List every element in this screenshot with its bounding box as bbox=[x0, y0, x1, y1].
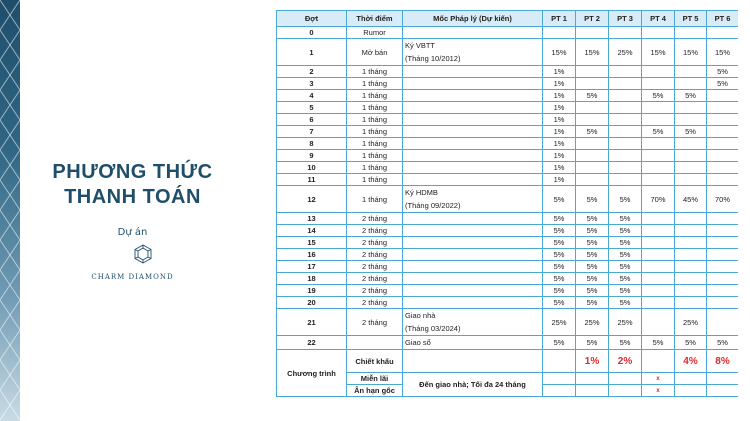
payment-percent-cell: 15% bbox=[576, 39, 609, 66]
principal-grace-cell bbox=[609, 385, 642, 397]
installment-number: 5 bbox=[277, 102, 347, 114]
payment-percent-cell bbox=[642, 174, 675, 186]
table-row bbox=[277, 309, 739, 336]
payment-percent-cell: 5% bbox=[675, 336, 707, 350]
table-row bbox=[277, 237, 739, 249]
payment-percent-cell: 5% bbox=[609, 186, 642, 213]
table-row bbox=[277, 186, 739, 213]
legal-milestone bbox=[403, 39, 543, 66]
program-discount-row bbox=[277, 350, 739, 373]
table-row bbox=[277, 249, 739, 261]
payment-percent-cell bbox=[576, 162, 609, 174]
installment-number: 10 bbox=[277, 162, 347, 174]
payment-percent-cell: 1% bbox=[543, 174, 576, 186]
program-interest-free-row bbox=[277, 373, 739, 385]
column-header: Mốc Pháp lý (Dự kiến) bbox=[403, 11, 543, 27]
installment-number: 22 bbox=[277, 336, 347, 350]
payment-percent-cell bbox=[609, 114, 642, 126]
installment-timing: 1 tháng bbox=[347, 78, 403, 90]
table-row bbox=[277, 213, 739, 225]
installment-timing: 1 tháng bbox=[347, 174, 403, 186]
column-header: PT 1 bbox=[543, 11, 576, 27]
table-row bbox=[277, 336, 739, 350]
payment-percent-cell bbox=[707, 297, 739, 309]
payment-percent-cell bbox=[642, 213, 675, 225]
table-row bbox=[277, 114, 739, 126]
payment-percent-cell bbox=[642, 237, 675, 249]
payment-percent-cell bbox=[675, 102, 707, 114]
installment-number: 16 bbox=[277, 249, 347, 261]
legal-milestone bbox=[403, 66, 543, 78]
payment-percent-cell: 45% bbox=[675, 186, 707, 213]
discount-value: 4% bbox=[675, 350, 707, 373]
payment-percent-cell bbox=[609, 90, 642, 102]
payment-percent-cell bbox=[576, 66, 609, 78]
payment-percent-cell: 5% bbox=[675, 90, 707, 102]
legal-milestone bbox=[403, 78, 543, 90]
legal-milestone-date: (Tháng 10/2012) bbox=[405, 54, 461, 63]
payment-percent-cell: 25% bbox=[543, 309, 576, 336]
brand-name: CHARM DIAMOND bbox=[91, 273, 174, 281]
payment-percent-cell: 1% bbox=[543, 150, 576, 162]
payment-percent-cell bbox=[576, 102, 609, 114]
column-header: PT 5 bbox=[675, 11, 707, 27]
interest-free-desc: Đến giao nhà; Tối đa 24 tháng bbox=[403, 373, 543, 397]
legal-milestone-date: (Tháng 09/2022) bbox=[405, 201, 461, 210]
legal-milestone bbox=[403, 237, 543, 249]
payment-percent-cell bbox=[642, 138, 675, 150]
payment-percent-cell bbox=[609, 174, 642, 186]
payment-percent-cell: 5% bbox=[576, 126, 609, 138]
table-row bbox=[277, 126, 739, 138]
legal-milestone bbox=[403, 162, 543, 174]
discount-value: 2% bbox=[609, 350, 642, 373]
interest-free-cell bbox=[576, 373, 609, 385]
legal-milestone bbox=[403, 138, 543, 150]
installment-number: 17 bbox=[277, 261, 347, 273]
legal-milestone bbox=[403, 150, 543, 162]
payment-percent-cell bbox=[675, 225, 707, 237]
installment-number: 14 bbox=[277, 225, 347, 237]
payment-percent-cell bbox=[642, 150, 675, 162]
payment-percent-cell: 5% bbox=[609, 225, 642, 237]
payment-percent-cell bbox=[707, 285, 739, 297]
installment-timing: 1 tháng bbox=[347, 162, 403, 174]
payment-percent-cell bbox=[675, 66, 707, 78]
installment-number: 6 bbox=[277, 114, 347, 126]
payment-table-container bbox=[276, 10, 738, 406]
installment-timing: 1 tháng bbox=[347, 90, 403, 102]
payment-percent-cell: 5% bbox=[707, 78, 739, 90]
payment-percent-cell bbox=[609, 78, 642, 90]
table-row bbox=[277, 78, 739, 90]
payment-percent-cell: 70% bbox=[642, 186, 675, 213]
payment-percent-cell bbox=[642, 309, 675, 336]
diamond-pattern-icon bbox=[0, 0, 20, 421]
installment-timing: 2 tháng bbox=[347, 213, 403, 225]
payment-percent-cell bbox=[707, 102, 739, 114]
payment-percent-cell bbox=[642, 261, 675, 273]
installment-timing: 2 tháng bbox=[347, 285, 403, 297]
installment-timing: 2 tháng bbox=[347, 237, 403, 249]
payment-percent-cell: 5% bbox=[642, 336, 675, 350]
payment-percent-cell: 5% bbox=[543, 225, 576, 237]
payment-percent-cell bbox=[642, 273, 675, 285]
interest-free-label: Miễn lãi bbox=[347, 373, 403, 385]
installment-timing: Rumor bbox=[347, 27, 403, 39]
legal-milestone-title: Ký VBTT bbox=[405, 41, 436, 50]
table-row bbox=[277, 273, 739, 285]
page-title-line1: PHƯƠNG THỨC bbox=[52, 161, 213, 183]
payment-percent-cell bbox=[707, 138, 739, 150]
column-header: PT 6 bbox=[707, 11, 739, 27]
payment-percent-cell bbox=[707, 174, 739, 186]
table-row bbox=[277, 27, 739, 39]
payment-percent-cell bbox=[675, 213, 707, 225]
payment-percent-cell bbox=[609, 162, 642, 174]
payment-percent-cell bbox=[675, 150, 707, 162]
interest-free-cell bbox=[675, 373, 707, 385]
installment-timing: 2 tháng bbox=[347, 225, 403, 237]
installment-number: 3 bbox=[277, 78, 347, 90]
payment-percent-cell: 25% bbox=[576, 309, 609, 336]
payment-percent-cell bbox=[675, 297, 707, 309]
payment-percent-cell: 1% bbox=[543, 138, 576, 150]
payment-percent-cell: 5% bbox=[543, 249, 576, 261]
legal-milestone bbox=[403, 27, 543, 39]
payment-percent-cell bbox=[576, 114, 609, 126]
payment-percent-cell bbox=[609, 126, 642, 138]
installment-number: 1 bbox=[277, 39, 347, 66]
payment-percent-cell bbox=[675, 237, 707, 249]
payment-percent-cell: 5% bbox=[543, 285, 576, 297]
payment-percent-cell bbox=[609, 102, 642, 114]
principal-grace-cell bbox=[543, 385, 576, 397]
payment-percent-cell bbox=[675, 261, 707, 273]
legal-milestone bbox=[403, 249, 543, 261]
payment-percent-cell: 5% bbox=[576, 273, 609, 285]
principal-grace-cell: x bbox=[642, 385, 675, 397]
project-label: Dự án bbox=[117, 227, 148, 238]
payment-percent-cell: 1% bbox=[543, 90, 576, 102]
table-row bbox=[277, 102, 739, 114]
installment-number: 4 bbox=[277, 90, 347, 102]
payment-percent-cell bbox=[642, 162, 675, 174]
installment-number: 7 bbox=[277, 126, 347, 138]
payment-percent-cell: 5% bbox=[576, 225, 609, 237]
installment-timing: 2 tháng bbox=[347, 261, 403, 273]
table-row bbox=[277, 225, 739, 237]
discount-label: Chiết khấu bbox=[347, 350, 403, 373]
legal-milestone bbox=[403, 114, 543, 126]
payment-percent-cell: 5% bbox=[576, 237, 609, 249]
principal-grace-label: Ân hạn gốc bbox=[347, 385, 403, 397]
payment-percent-cell: 5% bbox=[609, 336, 642, 350]
installment-number: 13 bbox=[277, 213, 347, 225]
table-row bbox=[277, 150, 739, 162]
legal-milestone-date: (Tháng 03/2024) bbox=[405, 324, 461, 333]
payment-percent-cell bbox=[707, 225, 739, 237]
payment-percent-cell bbox=[675, 78, 707, 90]
installment-timing: 1 tháng bbox=[347, 150, 403, 162]
installment-timing: 1 tháng bbox=[347, 138, 403, 150]
payment-percent-cell bbox=[642, 297, 675, 309]
legal-milestone-title: Giao nhà bbox=[405, 311, 436, 320]
interest-free-cell bbox=[543, 373, 576, 385]
installment-timing: 1 tháng bbox=[347, 66, 403, 78]
payment-percent-cell: 5% bbox=[675, 126, 707, 138]
column-header: PT 3 bbox=[609, 11, 642, 27]
payment-percent-cell bbox=[642, 27, 675, 39]
interest-free-cell: x bbox=[642, 373, 675, 385]
payment-percent-cell bbox=[707, 150, 739, 162]
installment-number: 21 bbox=[277, 309, 347, 336]
discount-value bbox=[642, 350, 675, 373]
payment-percent-cell: 5% bbox=[642, 126, 675, 138]
legal-milestone bbox=[403, 261, 543, 273]
principal-grace-cell bbox=[707, 385, 739, 397]
payment-percent-cell: 5% bbox=[543, 213, 576, 225]
installment-timing: 2 tháng bbox=[347, 309, 403, 336]
payment-percent-cell: 15% bbox=[675, 39, 707, 66]
payment-percent-cell: 1% bbox=[543, 102, 576, 114]
table-row bbox=[277, 285, 739, 297]
payment-percent-cell bbox=[707, 162, 739, 174]
column-header: Đợt bbox=[277, 11, 347, 27]
payment-percent-cell: 5% bbox=[609, 213, 642, 225]
payment-schedule-table bbox=[276, 10, 738, 397]
table-row bbox=[277, 261, 739, 273]
table-row bbox=[277, 138, 739, 150]
installment-number: 2 bbox=[277, 66, 347, 78]
payment-percent-cell bbox=[707, 273, 739, 285]
column-header: Thời điểm bbox=[347, 11, 403, 27]
payment-percent-cell: 5% bbox=[609, 237, 642, 249]
payment-percent-cell: 25% bbox=[675, 309, 707, 336]
installment-timing: Mở bán bbox=[347, 39, 403, 66]
payment-percent-cell bbox=[707, 126, 739, 138]
payment-percent-cell: 5% bbox=[576, 213, 609, 225]
legal-milestone-title: Ký HDMB bbox=[405, 188, 438, 197]
legal-milestone bbox=[403, 285, 543, 297]
payment-percent-cell bbox=[576, 138, 609, 150]
payment-percent-cell: 5% bbox=[707, 336, 739, 350]
column-header: PT 4 bbox=[642, 11, 675, 27]
payment-percent-cell: 5% bbox=[543, 297, 576, 309]
legal-milestone bbox=[403, 186, 543, 213]
legal-milestone bbox=[403, 174, 543, 186]
page-title-line2: THANH TOÁN bbox=[64, 186, 201, 208]
installment-number: 0 bbox=[277, 27, 347, 39]
installment-timing: 1 tháng bbox=[347, 126, 403, 138]
payment-percent-cell: 5% bbox=[609, 285, 642, 297]
column-header: PT 2 bbox=[576, 11, 609, 27]
installment-number: 19 bbox=[277, 285, 347, 297]
legal-milestone bbox=[403, 102, 543, 114]
payment-percent-cell bbox=[576, 174, 609, 186]
decorative-side-stripe bbox=[0, 0, 20, 421]
payment-percent-cell bbox=[642, 285, 675, 297]
installment-timing: 1 tháng bbox=[347, 102, 403, 114]
payment-percent-cell bbox=[609, 27, 642, 39]
payment-percent-cell bbox=[576, 27, 609, 39]
installment-number: 8 bbox=[277, 138, 347, 150]
program-label: Chương trình bbox=[277, 350, 347, 397]
payment-percent-cell: 1% bbox=[543, 126, 576, 138]
installment-number: 9 bbox=[277, 150, 347, 162]
interest-free-cell bbox=[609, 373, 642, 385]
payment-percent-cell bbox=[642, 66, 675, 78]
payment-percent-cell: 5% bbox=[543, 261, 576, 273]
installment-number: 11 bbox=[277, 174, 347, 186]
payment-percent-cell: 5% bbox=[543, 186, 576, 213]
table-row bbox=[277, 297, 739, 309]
legal-milestone bbox=[403, 225, 543, 237]
payment-percent-cell bbox=[642, 78, 675, 90]
installment-timing: 1 tháng bbox=[347, 114, 403, 126]
discount-value: 1% bbox=[576, 350, 609, 373]
payment-percent-cell bbox=[707, 249, 739, 261]
legal-milestone bbox=[403, 213, 543, 225]
payment-percent-cell bbox=[707, 27, 739, 39]
payment-percent-cell bbox=[675, 285, 707, 297]
payment-percent-cell: 1% bbox=[543, 114, 576, 126]
table-row bbox=[277, 66, 739, 78]
payment-percent-cell: 5% bbox=[576, 261, 609, 273]
payment-percent-cell: 5% bbox=[707, 66, 739, 78]
payment-percent-cell: 15% bbox=[642, 39, 675, 66]
discount-value bbox=[543, 350, 576, 373]
payment-percent-cell bbox=[707, 213, 739, 225]
payment-percent-cell: 5% bbox=[543, 336, 576, 350]
payment-percent-cell bbox=[707, 237, 739, 249]
payment-percent-cell bbox=[675, 273, 707, 285]
payment-percent-cell bbox=[642, 114, 675, 126]
payment-percent-cell: 5% bbox=[576, 336, 609, 350]
payment-percent-cell bbox=[675, 114, 707, 126]
payment-percent-cell bbox=[707, 90, 739, 102]
discount-value: 8% bbox=[707, 350, 739, 373]
payment-percent-cell bbox=[576, 78, 609, 90]
payment-percent-cell: 15% bbox=[707, 39, 739, 66]
payment-percent-cell: 5% bbox=[609, 297, 642, 309]
title-panel bbox=[20, 0, 245, 421]
installment-timing: 1 tháng bbox=[347, 186, 403, 213]
payment-percent-cell: 5% bbox=[609, 249, 642, 261]
legal-milestone bbox=[403, 336, 543, 350]
payment-percent-cell: 5% bbox=[576, 90, 609, 102]
discount-desc bbox=[403, 350, 543, 373]
principal-grace-cell bbox=[576, 385, 609, 397]
payment-percent-cell: 5% bbox=[576, 249, 609, 261]
legal-milestone bbox=[403, 273, 543, 285]
legal-milestone bbox=[403, 126, 543, 138]
installment-timing bbox=[347, 336, 403, 350]
table-row bbox=[277, 174, 739, 186]
legal-milestone bbox=[403, 309, 543, 336]
payment-percent-cell: 25% bbox=[609, 39, 642, 66]
payment-percent-cell bbox=[707, 114, 739, 126]
installment-timing: 2 tháng bbox=[347, 249, 403, 261]
payment-percent-cell: 1% bbox=[543, 66, 576, 78]
legal-milestone-title: Giao sổ bbox=[405, 338, 431, 347]
payment-percent-cell bbox=[576, 150, 609, 162]
payment-percent-cell: 5% bbox=[543, 237, 576, 249]
payment-percent-cell bbox=[707, 309, 739, 336]
payment-percent-cell: 5% bbox=[609, 273, 642, 285]
payment-percent-cell: 5% bbox=[576, 186, 609, 213]
installment-number: 18 bbox=[277, 273, 347, 285]
payment-percent-cell bbox=[543, 27, 576, 39]
payment-percent-cell bbox=[609, 150, 642, 162]
payment-percent-cell bbox=[609, 66, 642, 78]
payment-percent-cell: 5% bbox=[642, 90, 675, 102]
payment-percent-cell bbox=[609, 138, 642, 150]
installment-timing: 2 tháng bbox=[347, 273, 403, 285]
interest-free-cell bbox=[707, 373, 739, 385]
payment-percent-cell: 25% bbox=[609, 309, 642, 336]
payment-percent-cell bbox=[675, 138, 707, 150]
payment-percent-cell: 5% bbox=[576, 285, 609, 297]
installment-timing: 2 tháng bbox=[347, 297, 403, 309]
legal-milestone bbox=[403, 297, 543, 309]
payment-percent-cell: 1% bbox=[543, 162, 576, 174]
installment-number: 15 bbox=[277, 237, 347, 249]
payment-percent-cell: 15% bbox=[543, 39, 576, 66]
payment-percent-cell: 5% bbox=[576, 297, 609, 309]
payment-percent-cell bbox=[675, 27, 707, 39]
legal-milestone bbox=[403, 90, 543, 102]
payment-percent-cell bbox=[675, 249, 707, 261]
installment-number: 12 bbox=[277, 186, 347, 213]
table-header-row bbox=[277, 11, 739, 27]
payment-percent-cell bbox=[642, 102, 675, 114]
payment-percent-cell bbox=[642, 225, 675, 237]
payment-percent-cell: 5% bbox=[543, 273, 576, 285]
payment-percent-cell: 1% bbox=[543, 78, 576, 90]
table-row bbox=[277, 39, 739, 66]
payment-percent-cell: 5% bbox=[609, 261, 642, 273]
payment-percent-cell bbox=[675, 174, 707, 186]
payment-percent-cell bbox=[675, 162, 707, 174]
payment-percent-cell: 70% bbox=[707, 186, 739, 213]
table-row bbox=[277, 90, 739, 102]
principal-grace-cell bbox=[675, 385, 707, 397]
payment-percent-cell bbox=[707, 261, 739, 273]
diamond-logo-icon bbox=[133, 244, 153, 264]
payment-percent-cell bbox=[642, 249, 675, 261]
installment-number: 20 bbox=[277, 297, 347, 309]
table-row bbox=[277, 162, 739, 174]
